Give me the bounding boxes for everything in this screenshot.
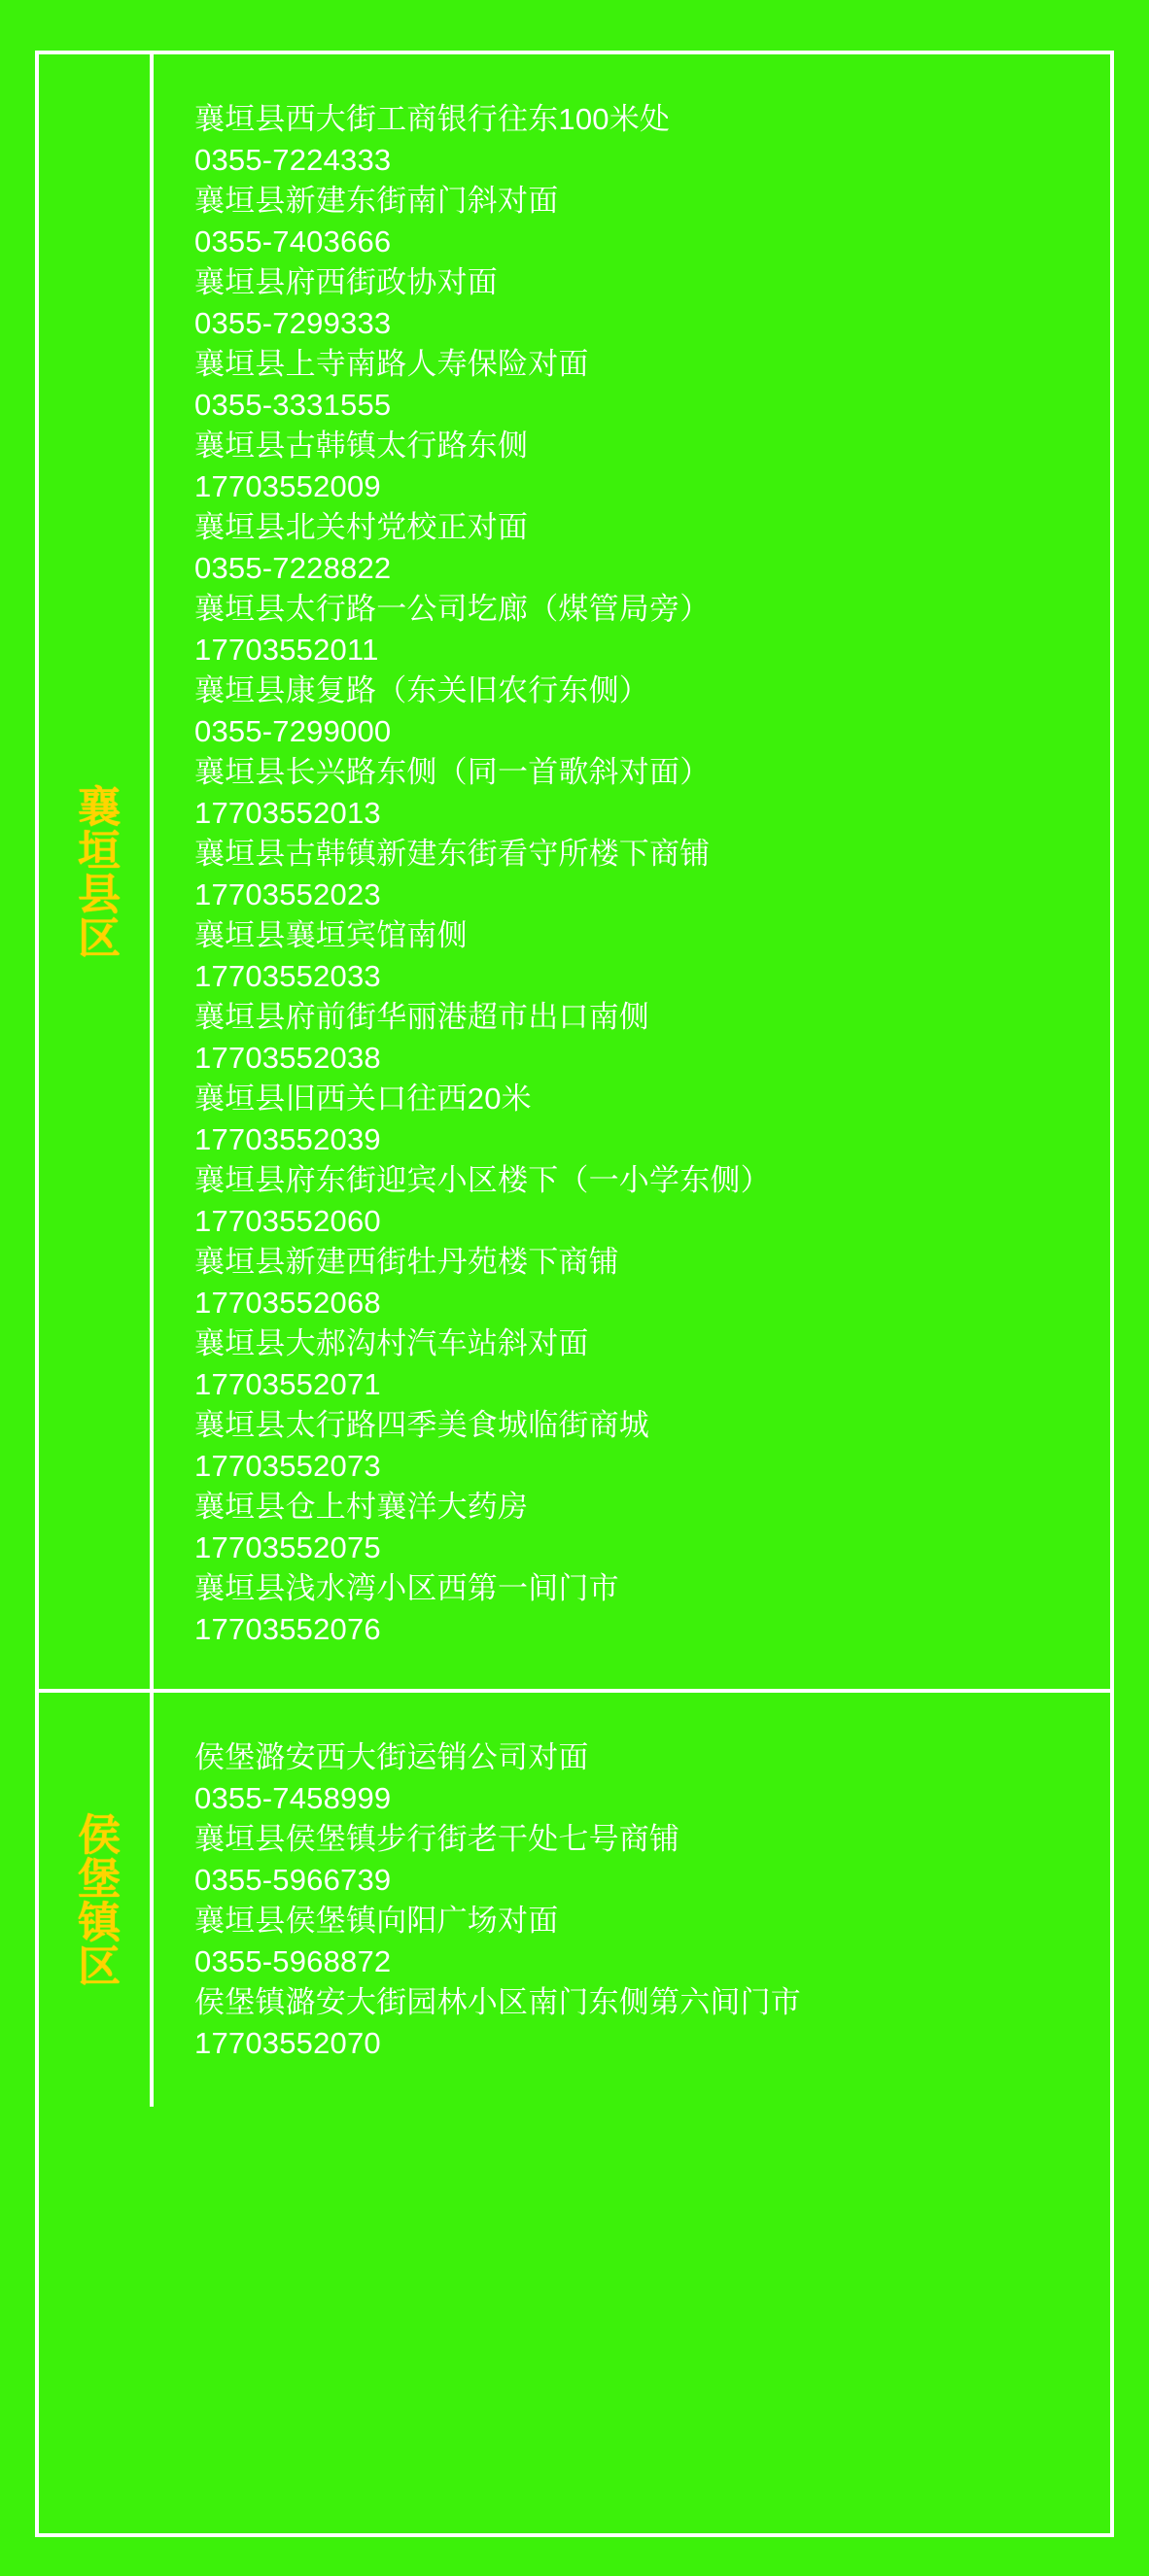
locations-table [35, 51, 1114, 2537]
entry-phone: 0355-7299000 [194, 714, 392, 748]
list-item [194, 1160, 1093, 1242]
section-entries [154, 1693, 1110, 2107]
section-label-cell [39, 54, 154, 1689]
list-item [194, 1323, 1093, 1405]
entry-address: 襄垣县浅水湾小区西第一间门市 [194, 1571, 619, 1605]
entry-phone: 0355-7403666 [194, 224, 392, 258]
entry-phone: 17703552068 [194, 1286, 381, 1320]
list-item [194, 181, 1093, 262]
entry-phone: 0355-7224333 [194, 143, 392, 177]
entry-address: 襄垣县新建东街南门斜对面 [194, 184, 559, 218]
section-xiangyuan-county [39, 54, 1110, 1689]
list-item [194, 1819, 1093, 1901]
entry-phone: 17703552073 [194, 1449, 381, 1483]
list-item [194, 1487, 1093, 1568]
entry-phone: 17703552076 [194, 1612, 381, 1646]
list-item [194, 834, 1093, 915]
section-label: 侯堡镇区 [71, 1812, 120, 1987]
list-item [194, 1982, 1093, 2064]
entry-address: 襄垣县大郝沟村汽车站斜对面 [194, 1326, 589, 1360]
entry-address: 侯堡镇潞安大街园林小区南门东侧第六间门市 [194, 1985, 801, 2019]
entry-phone: 17703552070 [194, 2026, 381, 2060]
entry-address: 襄垣县新建西街牡丹苑楼下商铺 [194, 1245, 619, 1279]
section-entries [154, 54, 1110, 1689]
list-item [194, 344, 1093, 426]
list-item [194, 426, 1093, 507]
entry-address: 襄垣县府前街华丽港超市出口南侧 [194, 1000, 649, 1034]
list-item [194, 752, 1093, 834]
list-item [194, 507, 1093, 589]
entry-address: 襄垣县上寺南路人寿保险对面 [194, 347, 589, 381]
entry-address: 襄垣县仓上村襄洋大药房 [194, 1490, 529, 1524]
list-item [194, 1901, 1093, 1982]
entry-address: 襄垣县康复路（东关旧农行东侧） [194, 673, 649, 707]
entry-address: 襄垣县长兴路东侧（同一首歌斜对面） [194, 755, 711, 789]
entry-phone: 0355-7458999 [194, 1781, 392, 1815]
list-item [194, 99, 1093, 181]
entry-address: 襄垣县侯堡镇步行街老干处七号商铺 [194, 1822, 680, 1856]
list-item [194, 262, 1093, 344]
entry-address: 襄垣县旧西关口往西20米 [194, 1082, 532, 1116]
entry-address: 襄垣县古韩镇新建东街看守所楼下商铺 [194, 837, 711, 871]
entry-address: 襄垣县府东街迎宾小区楼下（一小学东侧） [194, 1163, 771, 1197]
list-item [194, 1079, 1093, 1160]
section-label: 襄垣县区 [71, 784, 120, 959]
section-houbao-town [39, 1689, 1110, 2107]
entry-phone: 0355-5968872 [194, 1944, 392, 1978]
entry-phone: 17703552075 [194, 1530, 381, 1564]
list-item [194, 1242, 1093, 1323]
entry-address: 襄垣县古韩镇太行路东侧 [194, 429, 529, 463]
list-item [194, 589, 1093, 670]
entry-address: 襄垣县北关村党校正对面 [194, 510, 529, 544]
entry-phone: 0355-7299333 [194, 306, 392, 340]
entry-address: 侯堡潞安西大街运销公司对面 [194, 1740, 589, 1774]
entry-phone: 17703552033 [194, 959, 381, 993]
list-item [194, 1405, 1093, 1487]
entry-phone: 17703552071 [194, 1367, 381, 1401]
entry-address: 襄垣县府西街政协对面 [194, 265, 498, 299]
entry-address: 襄垣县太行路四季美食城临街商城 [194, 1408, 649, 1442]
list-item [194, 670, 1093, 752]
entry-address: 襄垣县西大街工商银行往东100米处 [194, 102, 671, 136]
entry-phone: 17703552060 [194, 1204, 381, 1238]
entry-phone: 0355-5966739 [194, 1863, 392, 1897]
section-label-cell [39, 1693, 154, 2107]
list-item [194, 915, 1093, 997]
entry-phone: 17703552039 [194, 1122, 381, 1156]
entry-phone: 17703552011 [194, 633, 379, 667]
entry-phone: 0355-3331555 [194, 388, 392, 422]
entry-address: 襄垣县襄垣宾馆南侧 [194, 918, 468, 952]
entry-phone: 17703552013 [194, 796, 381, 830]
entry-phone: 17703552023 [194, 877, 381, 911]
entry-phone: 17703552009 [194, 469, 381, 503]
entry-phone: 17703552038 [194, 1041, 381, 1075]
entry-phone: 0355-7228822 [194, 551, 392, 585]
entry-address: 襄垣县侯堡镇向阳广场对面 [194, 1904, 559, 1938]
list-item [194, 1737, 1093, 1819]
list-item [194, 1568, 1093, 1650]
entry-address: 襄垣县太行路一公司圪廊（煤管局旁） [194, 592, 711, 626]
list-item [194, 997, 1093, 1079]
